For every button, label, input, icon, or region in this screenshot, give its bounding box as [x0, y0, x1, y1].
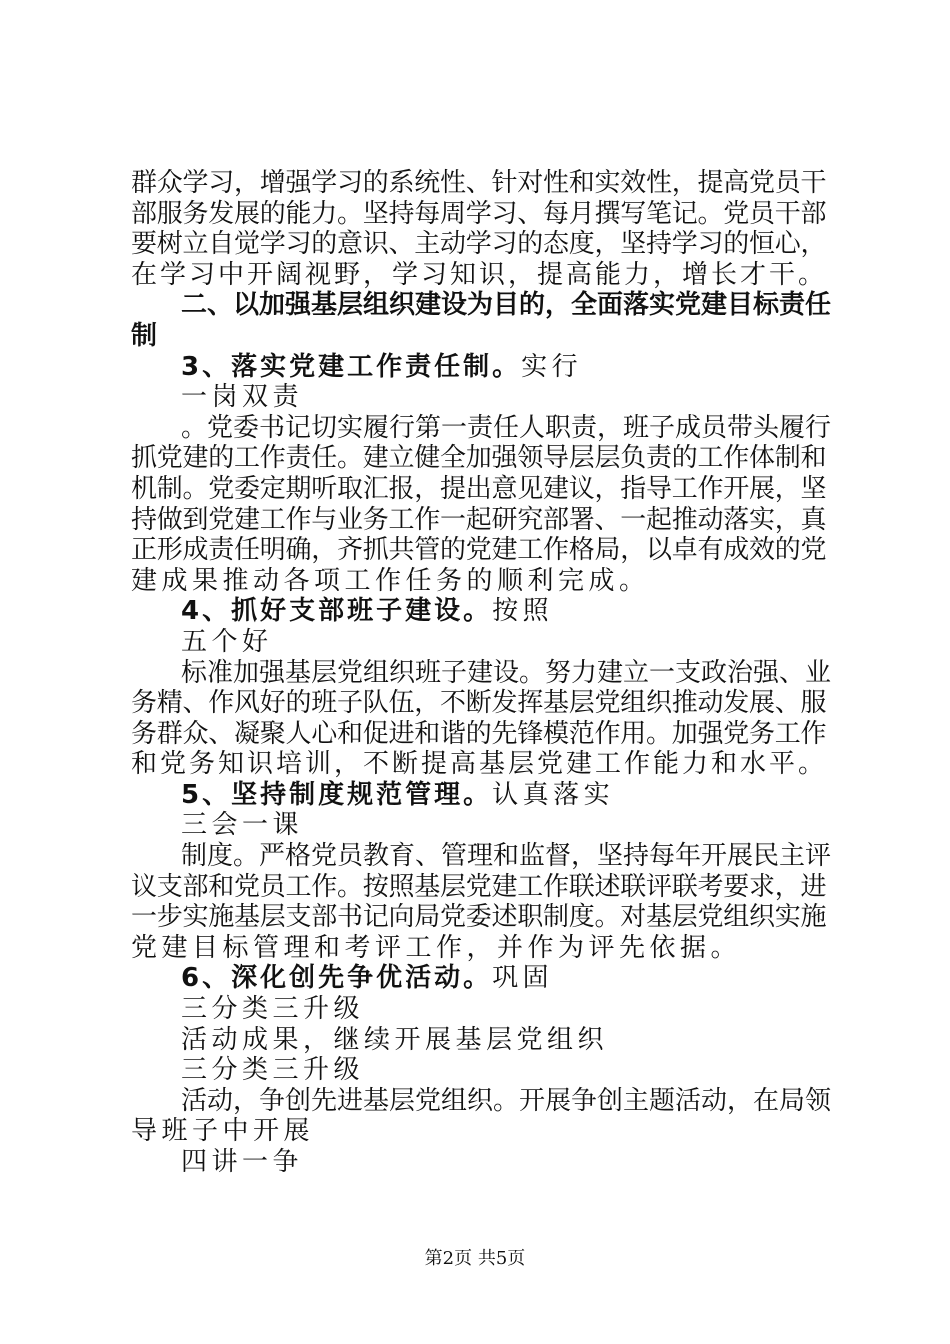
page-footer: 第2页 共5页 [424, 1248, 526, 1269]
text-line: 群众学习，增强学习的系统性、针对性和实效性，提高党员干 [131, 168, 827, 198]
text-line [131, 352, 831, 383]
heading-continuation: 认真落实 [492, 779, 615, 810]
text-line [131, 963, 831, 994]
text-line: 制 [131, 320, 160, 351]
section-heading: 6、深化创先争优活动。 [181, 963, 493, 994]
text-line: 要树立自觉学习的意识、主动学习的态度，坚持学习的恒心， [131, 229, 827, 260]
section-heading: 3、落实党建工作责任制。 [181, 351, 522, 382]
text-line: 务群众、凝聚人心和促进和谐的先锋模范作用。加强党务工作 [131, 718, 827, 749]
text-line: 。党委书记切实履行第一责任人职责，班子成员带头履行 [181, 412, 832, 443]
text-line: 制度。严格党员教育、管理和监督，坚持每年开展民主评 [181, 841, 832, 872]
text-line: 四讲一争 [181, 1147, 304, 1177]
text-line: 一岗双责 [181, 382, 304, 413]
text-line: 五个好 [181, 626, 273, 657]
text-line: 务精、作风好的班子队伍，不断发挥基层党组织推动发展、服 [131, 688, 827, 719]
text-line: 一步实施基层支部书记向局党委述职制度。对基层党组织实施 [131, 902, 827, 933]
section-heading: 5、坚持制度规范管理。 [181, 779, 493, 810]
text-line: 抓党建的工作责任。建立健全加强领导层层负责的工作体制和 [131, 443, 827, 474]
text-line: 持做到党建工作与业务工作一起研究部署、一起推动落实，真 [131, 504, 827, 535]
text-line [131, 780, 831, 811]
text-line: 三分类三升级 [181, 994, 365, 1025]
text-line: 活动，争创先进基层党组织。开展争创主题活动，在局领 [181, 1085, 832, 1116]
text-line: 建成果推动各项工作任务的顺利完成。 [131, 565, 650, 596]
text-line: 三分类三升级 [181, 1055, 365, 1086]
text-line: 正形成责任明确，齐抓共管的党建工作格局，以卓有成效的党 [131, 535, 827, 566]
text-line: 导班子中开展 [131, 1116, 315, 1147]
text-line: 机制。党委定期听取汇报，提出意见建议，指导工作开展，坚 [131, 473, 827, 504]
text-line: 和党务知识培训，不断提高基层党建工作能力和水平。 [131, 749, 828, 780]
document-body [131, 168, 831, 1178]
heading-continuation: 按照 [492, 596, 554, 627]
text-line: 二、以加强基层组织建设为目的，全面落实党建目标责任 [181, 290, 832, 321]
text-line: 活动成果，继续开展基层党组织 [181, 1024, 609, 1055]
text-line [131, 596, 831, 627]
text-line: 部服务发展的能力。坚持每周学习、每月撰写笔记。党员干部 [131, 198, 827, 229]
text-line: 三会一课 [181, 810, 304, 841]
text-line: 在学习中开阔视野，学习知识，提高能力，增长才干。 [131, 259, 828, 290]
text-line: 议支部和党员工作。按照基层党建工作联述联评联考要求，进 [131, 871, 827, 902]
section-heading: 4、抓好支部班子建设。 [181, 596, 493, 627]
text-line: 标准加强基层党组织班子建设。努力建立一支政治强、业 [181, 657, 832, 688]
text-line: 党建目标管理和考评工作，并作为评先依据。 [131, 932, 742, 963]
heading-continuation: 实行 [521, 351, 583, 382]
heading-continuation: 巩固 [492, 963, 554, 994]
